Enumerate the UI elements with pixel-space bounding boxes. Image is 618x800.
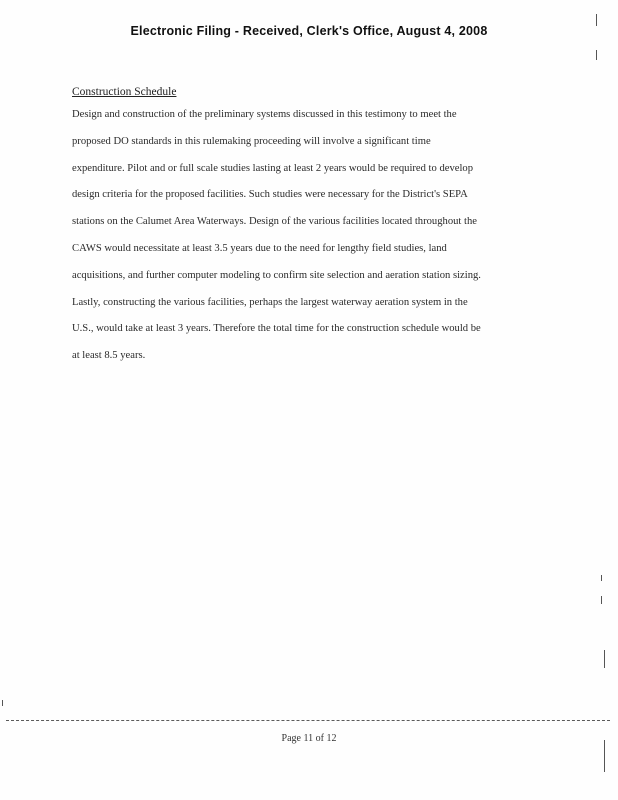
scan-artifact — [601, 575, 602, 581]
body-line: at least 8.5 years. — [72, 350, 146, 362]
footer-divider — [6, 720, 610, 721]
scan-artifact — [604, 740, 605, 772]
section-body — [72, 102, 532, 370]
body-line: stations on the Calumet Area Waterways. Design of the various facilities located throughout the — [72, 216, 477, 228]
body-line: Lastly, constructing the various facilities, perhaps the largest waterway aeration system in the — [72, 296, 468, 308]
scan-artifact — [604, 650, 605, 668]
electronic-filing-stamp: Electronic Filing - Received, Clerk's Office, August 4, 2008 — [130, 24, 488, 38]
scan-artifact — [596, 50, 597, 60]
body-line: design criteria for the proposed facilities. Such studies were necessary for the District's SEPA — [72, 189, 468, 201]
body-line: proposed DO standards in this rulemaking proceeding will involve a significant time — [72, 135, 431, 147]
body-line: acquisitions, and further computer modeling to confirm site selection and aeration station sizing. — [72, 269, 481, 281]
body-line: expenditure. Pilot and or full scale studies lasting at least 2 years would be required to develop — [72, 162, 473, 174]
section-heading: Construction Schedule — [72, 86, 177, 98]
scan-artifact — [2, 700, 3, 706]
scan-artifact — [601, 596, 602, 604]
body-line: CAWS would necessitate at least 3.5 years due to the need for lengthy field studies, land — [72, 242, 447, 254]
body-line: Design and construction of the preliminary systems discussed in this testimony to meet the — [72, 109, 457, 120]
page-number: Page 11 of 12 — [281, 733, 337, 744]
body-line: U.S., would take at least 3 years. Therefore the total time for the construction schedule would be — [72, 323, 481, 335]
scan-artifact — [596, 14, 597, 26]
